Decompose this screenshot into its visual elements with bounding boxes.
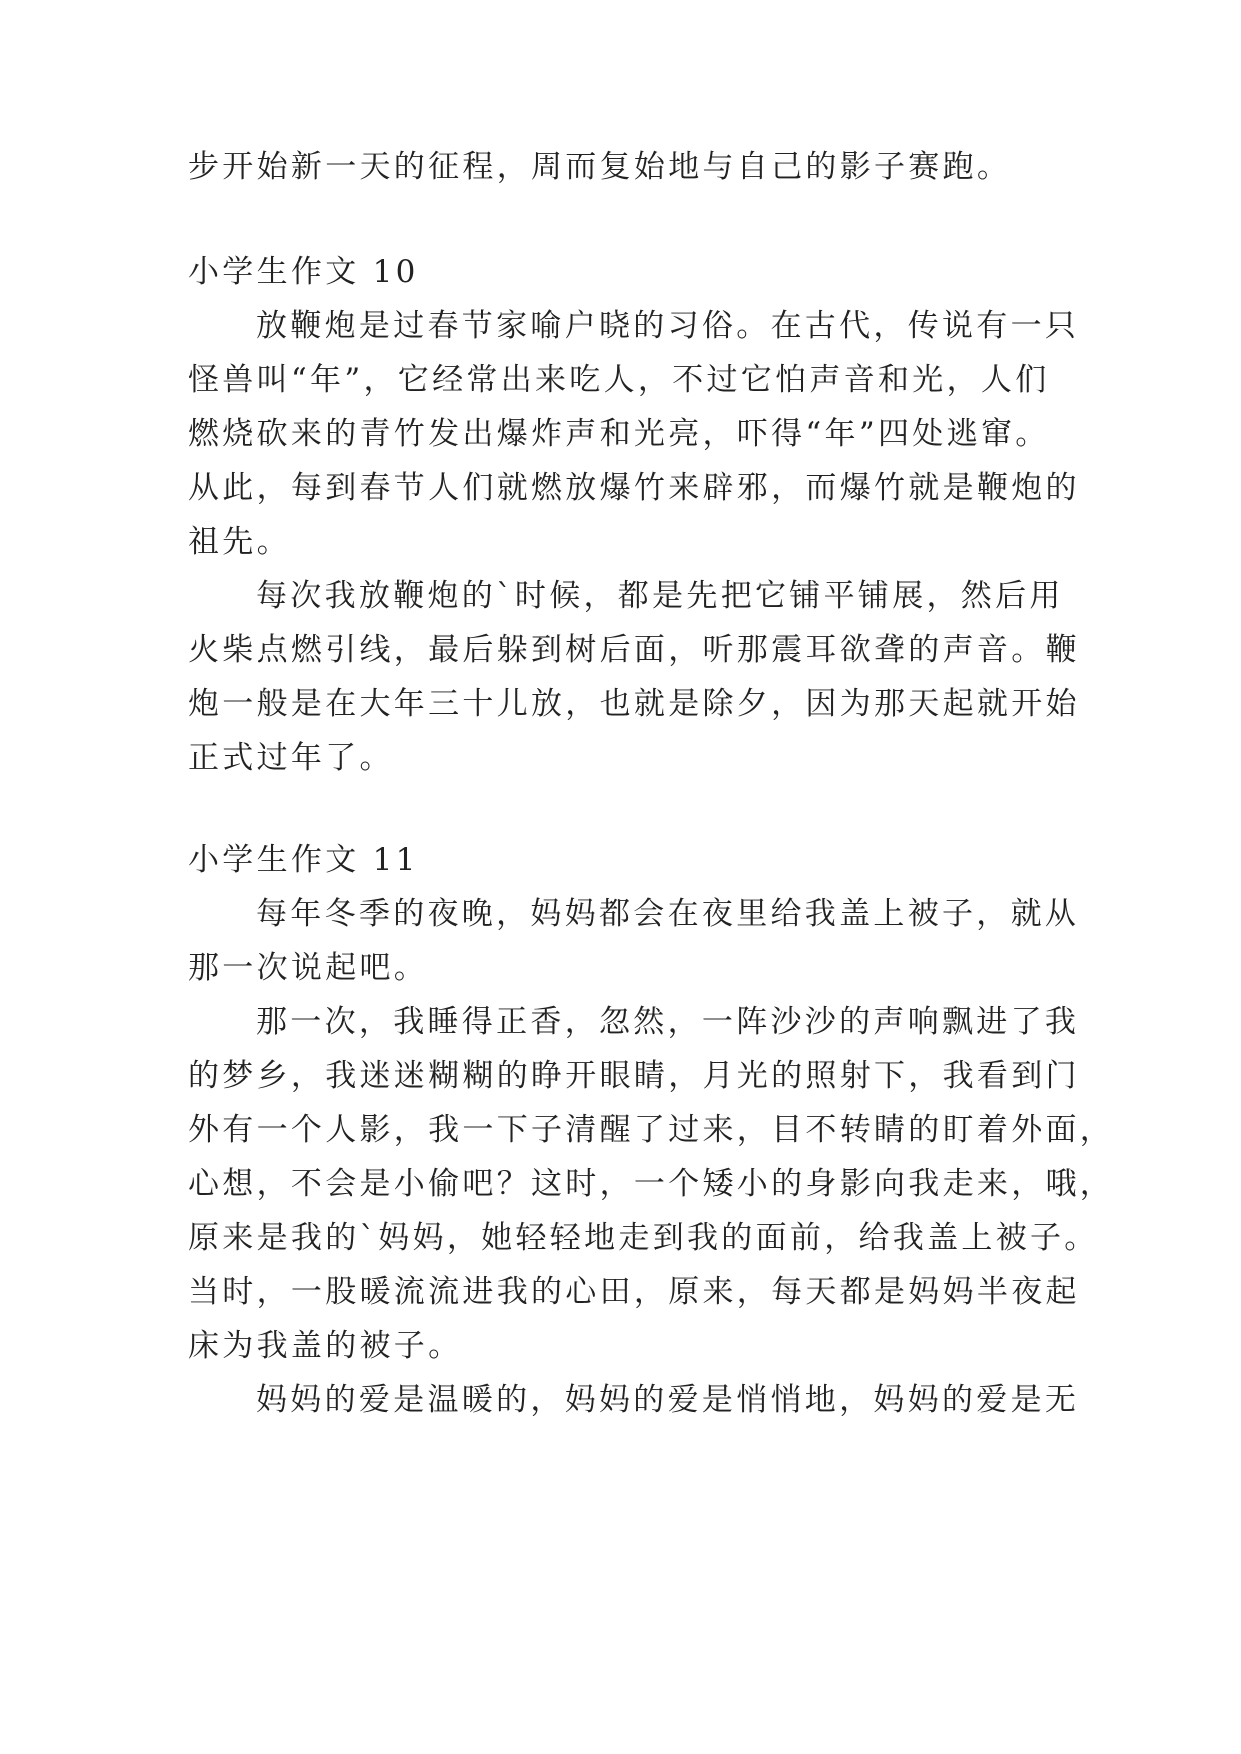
text-line: 床为我盖的被子。: [188, 1328, 463, 1364]
text-line: 放鞭炮是过春节家喻户晓的习俗。在古代，传说有一只: [256, 308, 1080, 344]
section-title: 小学生作文 11: [188, 842, 419, 878]
text-line: 那一次说起吧。: [188, 950, 429, 986]
text-line: 怪兽叫“年”，它经常出来吃人，不过它怕声音和光，人们: [188, 362, 1050, 398]
text-line: 的梦乡，我迷迷糊糊的睁开眼睛，月光的照射下，我看到门: [188, 1058, 1080, 1094]
text-line: 火柴点燃引线，最后躲到树后面，听那震耳欲聋的声音。鞭: [188, 632, 1080, 668]
text-line: 每次我放鞭炮的`时候，都是先把它铺平铺展，然后用: [256, 578, 1064, 614]
text-line: 原来是我的`妈妈，她轻轻地走到我的面前，给我盖上被子。: [188, 1220, 1099, 1256]
text-line: 每年冬季的夜晚，妈妈都会在夜里给我盖上被子，就从: [256, 896, 1080, 932]
text-line: 步开始新一天的征程，周而复始地与自己的影子赛跑。: [188, 149, 1012, 185]
text-line: 心想，不会是小偷吧？这时，一个矮小的身影向我走来，哦，: [188, 1166, 1115, 1202]
text-line: 燃烧砍来的青竹发出爆炸声和光亮，吓得“年”四处逃窜。: [188, 416, 1050, 452]
text-line: 从此，每到春节人们就燃放爆竹来辟邪，而爆竹就是鞭炮的: [188, 470, 1080, 506]
text-line: 妈妈的爱是温暖的，妈妈的爱是悄悄地，妈妈的爱是无: [256, 1382, 1080, 1418]
text-line: 那一次，我睡得正香，忽然，一阵沙沙的声响飘进了我: [256, 1004, 1080, 1040]
text-line: 祖先。: [188, 524, 291, 560]
text-line: 正式过年了。: [188, 740, 394, 776]
text-line: 当时，一股暖流流进我的心田，原来，每天都是妈妈半夜起: [188, 1274, 1080, 1310]
text-line: 炮一般是在大年三十儿放，也就是除夕，因为那天起就开始: [188, 686, 1080, 722]
section-title: 小学生作文 10: [188, 254, 419, 290]
text-line: 外有一个人影，我一下子清醒了过来，目不转睛的盯着外面，: [188, 1112, 1115, 1148]
